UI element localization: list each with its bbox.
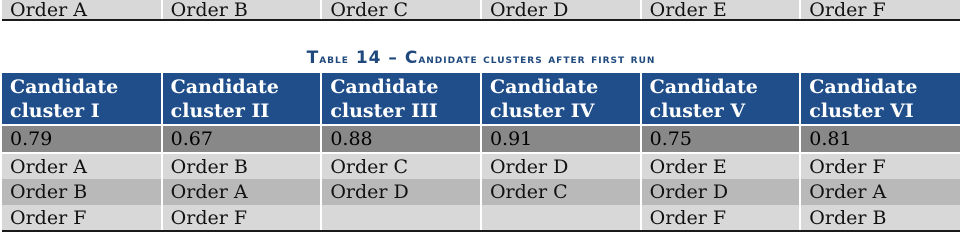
table-cell: Order A xyxy=(809,181,887,203)
header-line-1: Candidate xyxy=(809,75,918,98)
table-cell: Order D xyxy=(481,0,641,20)
score-cell: 0.79 xyxy=(2,125,162,153)
header-line-1: Candidate xyxy=(170,75,279,98)
candidate-clusters-table xyxy=(2,73,960,232)
table-cell: Order E xyxy=(641,153,801,179)
column-header xyxy=(481,73,641,125)
table-cell: Order C xyxy=(481,179,641,205)
table-row xyxy=(2,0,960,20)
table-cell: Order A xyxy=(162,179,322,205)
header-line-1: Candidate xyxy=(10,75,119,98)
table-cell xyxy=(321,205,481,231)
column-header xyxy=(641,73,801,125)
table-cell: Order F xyxy=(809,155,886,178)
table-cell: Order A xyxy=(2,153,162,179)
caption-number: 14 – xyxy=(348,48,405,68)
table-cell: Order B xyxy=(2,179,162,205)
header-line-1: Candidate xyxy=(489,75,599,98)
table-cell: Order F xyxy=(162,205,322,231)
column-header xyxy=(800,73,960,125)
table-cell: Order A xyxy=(2,0,162,20)
caption-initial: T xyxy=(306,48,320,68)
header-line-1: Candidate xyxy=(649,75,758,98)
table-cell: Order F xyxy=(641,205,801,231)
table-header-row xyxy=(2,73,960,125)
table-cell: Order C xyxy=(321,153,481,179)
table-cell: Order D xyxy=(641,179,801,205)
caption-title-initial: C xyxy=(404,48,419,68)
table-cell: Order C xyxy=(321,0,481,20)
header-line-2: cluster VI xyxy=(809,99,914,122)
table-cell: Order D xyxy=(321,179,481,205)
header-line-2: cluster I xyxy=(10,99,100,122)
caption-word: able xyxy=(319,52,349,67)
previous-table-last-row xyxy=(2,0,960,21)
table-cell: Order B xyxy=(162,153,322,179)
score-cell: 0.67 xyxy=(162,125,322,153)
score-cell: 0.91 xyxy=(481,125,641,153)
score-row xyxy=(2,125,960,153)
table-cell: Order B xyxy=(162,0,322,20)
table-cell: Order B xyxy=(800,205,960,231)
header-line-2: cluster V xyxy=(649,99,746,122)
column-header xyxy=(162,73,322,125)
table-caption xyxy=(0,48,962,70)
table-row xyxy=(2,179,960,205)
table-row xyxy=(2,205,960,231)
header-line-2: cluster IV xyxy=(489,99,595,122)
column-header xyxy=(2,73,162,125)
header-line-1: Candidate xyxy=(330,75,439,98)
table-cell: Order F xyxy=(2,205,162,231)
table-cell: Order D xyxy=(481,153,641,179)
table-row xyxy=(2,153,960,179)
table-cell: Order E xyxy=(641,0,801,20)
score-cell: 0.88 xyxy=(321,125,481,153)
column-header xyxy=(321,73,481,125)
header-line-2: cluster III xyxy=(330,99,438,122)
score-cell: 0.75 xyxy=(641,125,801,153)
header-line-2: cluster II xyxy=(170,99,270,122)
table-cell: Order F xyxy=(800,0,960,20)
score-cell: 0.81 xyxy=(800,125,960,153)
table-cell xyxy=(481,205,641,231)
caption-title: andidate clusters after first run xyxy=(418,52,656,67)
